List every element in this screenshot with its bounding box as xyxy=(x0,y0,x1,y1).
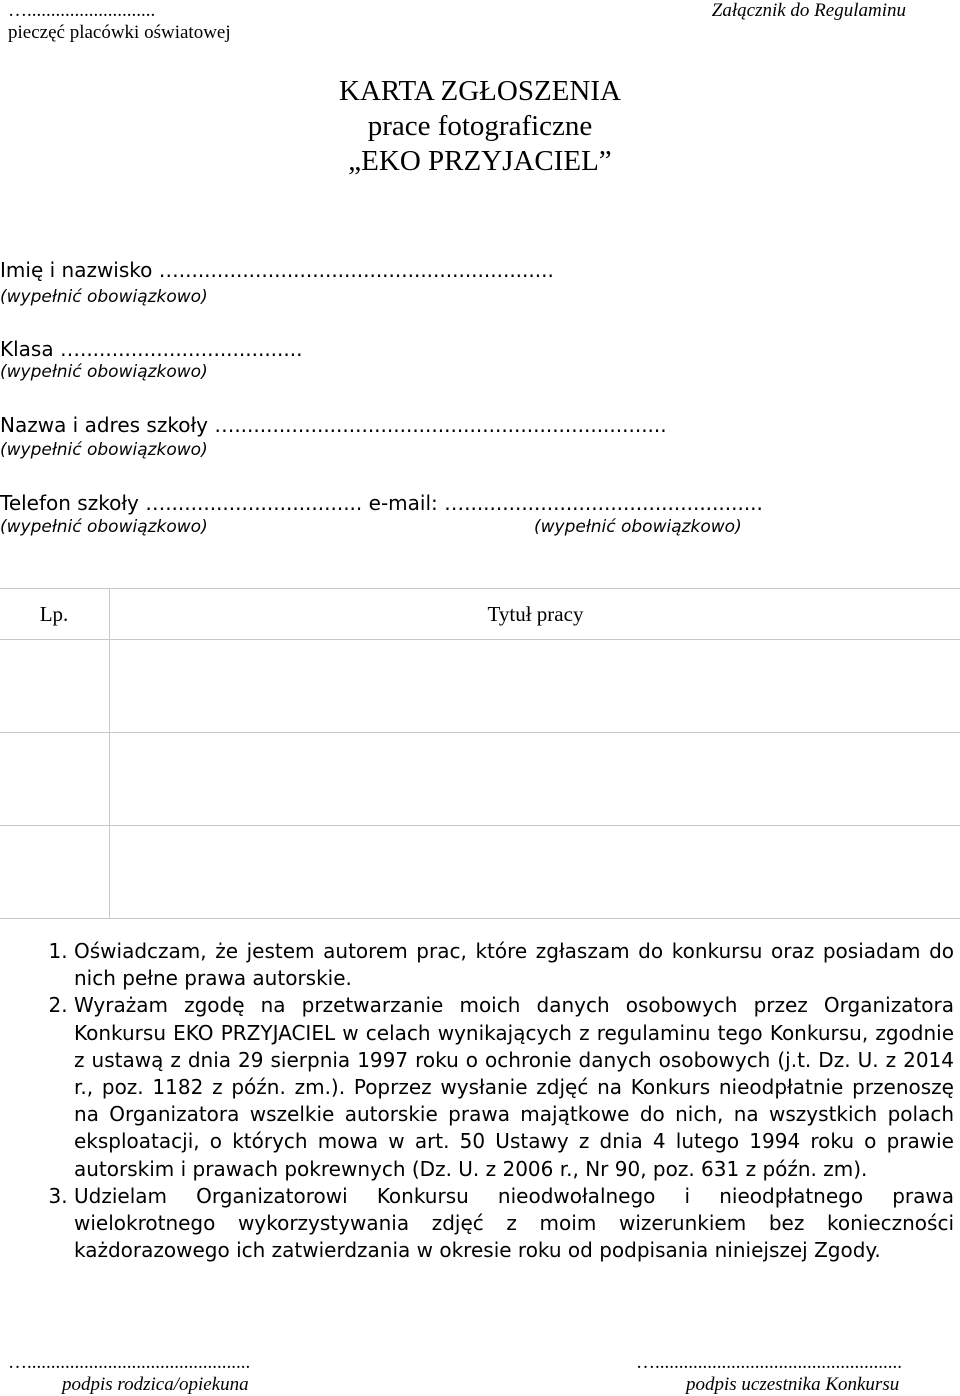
parent-signature-line[interactable]: …............................................... xyxy=(8,1352,251,1373)
works-table-header xyxy=(0,589,960,640)
annex-label: Załącznik do Regulaminu xyxy=(711,0,906,21)
name-hint: (wypełnić obowiązkowo) xyxy=(0,287,208,307)
declaration-authorship: 1. Oświadczam, że jestem autorem prac, które zgłaszam do konkursu oraz posiadam do nich pełne prawa autorskie. xyxy=(74,938,954,992)
class-field[interactable]: Klasa …................................... xyxy=(0,337,303,361)
phone-hint: (wypełnić obowiązkowo) xyxy=(0,517,208,537)
declaration-data-consent: 2. Wyrażam zgodę na przetwarzanie moich danych osobowych przez Organizatora Konkursu EKO PRZYJACIEL w celach wynikających z regulaminu tego Konkursu, zgodnie z ustawą z dnia 29 sierpnia 1997 roku o ochronie danych osobowych (j.t. Dz. U. z 2014 r., poz. 1182 z późn. zm.). Poprzez wysłanie zdjęć na Konkurs nieodpłatnie przenoszę na Organizatora wszelkie autorskie prawa majątkowe do nich, na wszystkich polach eksploatacji, o których mowa w art. 50 Ustawy z dnia 4 lutego 1994 roku o prawie autorskim i prawach pokrewnych (Dz. U. z 2006 r., Nr 90, poz. 631 z późn. zm). xyxy=(74,992,954,1182)
declarations xyxy=(36,938,954,1264)
table-row xyxy=(0,733,960,826)
school-hint: (wypełnić obowiązkowo) xyxy=(0,440,208,460)
participant-signature-line[interactable]: ….................................................... xyxy=(636,1352,902,1373)
name-field[interactable]: Imię i nazwisko …........................................................... xyxy=(0,258,554,282)
works-table xyxy=(0,588,960,919)
stamp-label: pieczęć placówki oświatowej xyxy=(8,22,231,43)
email-hint: (wypełnić obowiązkowo) xyxy=(534,517,742,537)
row-1-title[interactable] xyxy=(110,640,960,733)
phone-email-field[interactable]: Telefon szkoły …............................... e-mail: …............................................... xyxy=(0,491,763,515)
table-row xyxy=(0,826,960,919)
title-line-2: prace fotograficzne xyxy=(367,110,593,142)
school-field[interactable]: Nazwa i adres szkoły ….................................................................... xyxy=(0,413,667,437)
header-lp: Lp. xyxy=(0,589,110,640)
class-hint: (wypełnić obowiązkowo) xyxy=(0,362,208,382)
table-row xyxy=(0,640,960,733)
header-title: Tytuł pracy xyxy=(110,589,960,640)
title-line-3: „EKO PRZYJACIEL” xyxy=(348,145,612,177)
title-line-1: KARTA ZGŁOSZENIA xyxy=(339,75,621,107)
form-title xyxy=(0,74,960,179)
declaration-image-consent: 3. Udzielam Organizatorowi Konkursu nieodwołalnego i nieodpłatnego prawa wielokrotnego wykorzystywania zdjęć z moim wizerunkiem bez konieczności każdorazowego ich zatwierdzania w okresie roku od podpisania niniejszej Zgody. xyxy=(74,1183,954,1265)
stamp-placeholder: …........................... xyxy=(8,0,156,21)
row-3-lp[interactable] xyxy=(0,826,110,919)
parent-signature-label: podpis rodzica/opiekuna xyxy=(62,1374,249,1395)
row-3-title[interactable] xyxy=(110,826,960,919)
participant-signature-label: podpis uczestnika Konkursu xyxy=(686,1374,900,1395)
row-1-lp[interactable] xyxy=(0,640,110,733)
row-2-title[interactable] xyxy=(110,733,960,826)
row-2-lp[interactable] xyxy=(0,733,110,826)
